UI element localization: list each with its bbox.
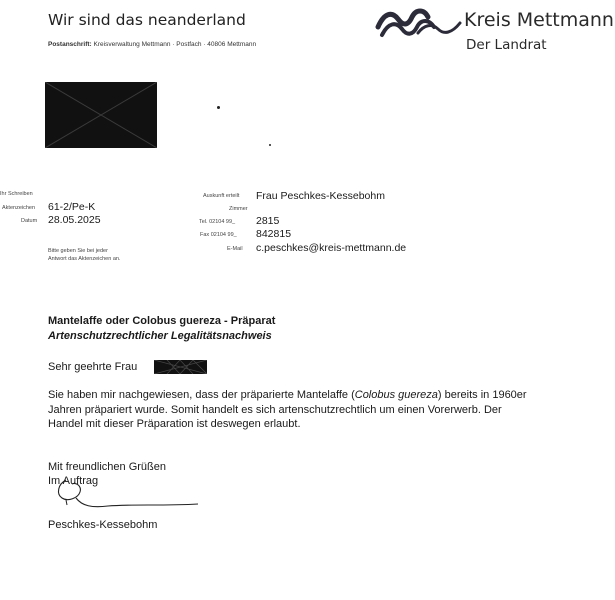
body-line-2: Jahren präpariert wurde. Somit handelt es sich artenschutzrechtlich um einen Vorerwerb. Der bbox=[48, 404, 502, 416]
organization-name: Kreis Mettmann bbox=[464, 9, 614, 31]
info-label: Auskunft erteilt bbox=[203, 193, 240, 199]
reference-note-line2: Antwort das Aktenzeichen an. bbox=[48, 256, 121, 262]
email-label: E-Mail bbox=[227, 246, 243, 252]
slogan: Wir sind das neanderland bbox=[48, 11, 246, 29]
subject-subline: Artenschutzrechtlicher Legalitätsnachweis bbox=[48, 330, 272, 342]
redacted-recipient-name bbox=[154, 360, 207, 374]
date-label: Datum bbox=[21, 218, 38, 224]
reference-note-line1: Bitte geben Sie bei jeder bbox=[48, 248, 108, 254]
scan-speck bbox=[217, 106, 220, 109]
signer-name: Peschkes-Kessebohm bbox=[48, 519, 158, 531]
your-letter-label: Ihr Schreiben bbox=[0, 191, 33, 197]
redacted-recipient-address bbox=[45, 82, 157, 148]
organization-subtitle: Der Landrat bbox=[466, 37, 547, 53]
file-number-label: Aktenzeichen bbox=[2, 205, 36, 211]
postal-label: Postanschrift: bbox=[48, 41, 92, 48]
handwritten-signature bbox=[52, 478, 202, 519]
on-behalf: Im Auftrag bbox=[48, 475, 99, 487]
file-number-value: 61-2/Pe-K bbox=[48, 201, 96, 213]
postal-address: Kreisverwaltung Mettmann · Postfach · 40806 Mettmann bbox=[93, 41, 257, 48]
kreis-mettmann-logo-icon bbox=[374, 5, 462, 44]
room-label: Zimmer bbox=[229, 206, 248, 212]
salutation: Sehr geehrte Frau bbox=[48, 361, 138, 373]
body-line-1 bbox=[48, 389, 527, 401]
phone-label: Tel. 02104 99_ bbox=[199, 219, 236, 225]
closing: Mit freundlichen Grüßen bbox=[48, 461, 166, 473]
info-value: Frau Peschkes-Kessebohm bbox=[256, 190, 385, 202]
email-value: c.peschkes@kreis-mettmann.de bbox=[256, 242, 407, 254]
subject-line: Mantelaffe oder Colobus guereza - Präparat bbox=[48, 315, 276, 327]
body-line-1-end: ) bereits in 1960er bbox=[437, 389, 527, 401]
fax-value: 842815 bbox=[256, 228, 292, 240]
fax-label: Fax 02104 99_ bbox=[200, 232, 237, 238]
body-line-1-text: Sie haben mir nachgewiesen, dass der präparierte Mantelaffe ( bbox=[48, 389, 355, 401]
body-line-3: Handel mit dieser Präparation ist deswegen erlaubt. bbox=[48, 418, 301, 430]
phone-value: 2815 bbox=[256, 215, 280, 227]
date-value: 28.05.2025 bbox=[48, 214, 101, 226]
scan-speck bbox=[269, 144, 271, 146]
postal-address-line bbox=[48, 41, 256, 48]
species-name: Colobus guereza bbox=[354, 389, 438, 401]
